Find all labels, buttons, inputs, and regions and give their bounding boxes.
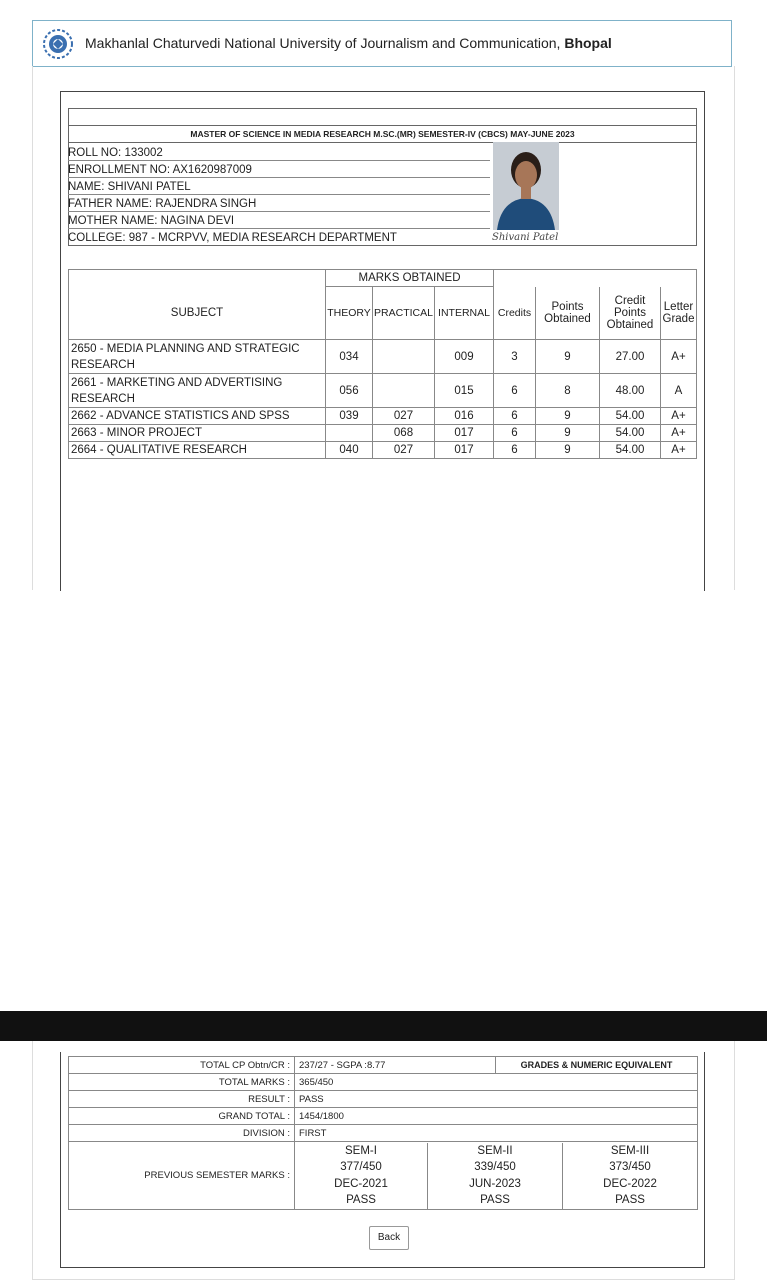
internal-cell: 015: [435, 374, 494, 408]
credits-cell: 6: [494, 442, 536, 459]
internal-cell: 017: [435, 425, 494, 442]
mother-name: MOTHER NAME: NAGINA DEVI: [68, 215, 235, 227]
subject-cell: 2663 - MINOR PROJECT: [69, 425, 326, 442]
roll-no-row: [68, 143, 490, 161]
practical-cell: 027: [373, 408, 435, 425]
previous-semesters-label: PREVIOUS SEMESTER MARKS :: [69, 1142, 295, 1210]
theory-cell: [326, 425, 373, 442]
semester-marks: 373/450: [609, 1161, 651, 1173]
father-name: FATHER NAME: RAJENDRA SINGH: [68, 198, 257, 210]
college-row: [68, 228, 490, 245]
enrollment-row: [68, 160, 490, 178]
total-cp-value: 237/27 - SGPA :8.77: [295, 1057, 496, 1074]
semester-name: SEM-III: [610, 1144, 650, 1157]
points-cell: 9: [536, 408, 600, 425]
credit-points-cell: 48.00: [600, 374, 661, 408]
division-label: DIVISION :: [69, 1125, 295, 1142]
col-grade-line2: Grade: [662, 312, 695, 325]
semester-session: DEC-2022: [603, 1177, 657, 1190]
theory-cell: 039: [326, 408, 373, 425]
semester-1: [295, 1143, 428, 1209]
roll-no: ROLL NO: 133002: [68, 147, 163, 159]
col-letter-grade: [661, 287, 697, 340]
theory-cell: 056: [326, 374, 373, 408]
total-marks-row: [69, 1074, 698, 1091]
col-points-line1: Points: [551, 300, 584, 313]
course-title: MASTER OF SCIENCE IN MEDIA RESEARCH M.SC.(MR) SEMESTER-IV (CBCS) MAY-JUNE 2023: [190, 129, 575, 139]
total-cp-row: [69, 1057, 698, 1074]
theory-cell: 034: [326, 340, 373, 374]
semester-name: SEM-I: [345, 1144, 377, 1157]
col-cp-line2: Points: [614, 306, 646, 319]
credit-points-cell: 27.00: [600, 340, 661, 374]
col-practical: PRACTICAL: [373, 287, 435, 340]
grand-total-value: 1454/1800: [295, 1108, 698, 1125]
grade-cell: A+: [661, 340, 697, 374]
result-label: RESULT :: [69, 1091, 295, 1108]
college: COLLEGE: 987 - MCRPVV, MEDIA RESEARCH DEPARTMENT: [68, 232, 397, 244]
grade-cell: A+: [661, 408, 697, 425]
internal-cell: 017: [435, 442, 494, 459]
credits-cell: 6: [494, 374, 536, 408]
table-row: [69, 442, 697, 459]
internal-cell: 009: [435, 340, 494, 374]
points-cell: 8: [536, 374, 600, 408]
total-marks-label: TOTAL MARKS :: [69, 1074, 295, 1091]
col-cp-line1: Credit: [614, 294, 646, 307]
summary-table: [68, 1056, 698, 1210]
col-credit-points: [600, 287, 661, 340]
previous-semesters-cell: [295, 1142, 698, 1210]
title-spacer-row: [68, 108, 697, 126]
course-title-row: [68, 125, 697, 143]
subject-cell: 2650 - MEDIA PLANNING AND STRATEGIC RESEARCH: [69, 340, 326, 374]
grade-cell: A+: [661, 425, 697, 442]
col-points: [536, 287, 600, 340]
semester-marks: 339/450: [474, 1161, 516, 1173]
semester-result: PASS: [346, 1194, 376, 1206]
points-cell: 9: [536, 425, 600, 442]
grade-cell: A: [661, 374, 697, 408]
credit-points-cell: 54.00: [600, 408, 661, 425]
table-row: [69, 374, 697, 408]
marks-obtained-header: MARKS OBTAINED: [326, 270, 494, 287]
col-points-line2: Obtained: [544, 312, 591, 325]
father-row: [68, 194, 490, 212]
grades-header: GRADES & NUMERIC EQUIVALENT: [496, 1057, 698, 1074]
division-value: FIRST: [295, 1125, 698, 1142]
enrollment-no: ENROLLMENT NO: AX1620987009: [68, 164, 252, 176]
table-row: [69, 408, 697, 425]
screenshot-separator-bar: [0, 1011, 767, 1041]
col-grade-line1: Letter: [663, 300, 694, 313]
theory-cell: 040: [326, 442, 373, 459]
credits-cell: 6: [494, 408, 536, 425]
semester-marks: 377/450: [340, 1161, 382, 1173]
semester-3: [563, 1143, 698, 1209]
university-name: Makhanlal Chaturvedi National University of Journalism and Communication, Bhopal: [85, 35, 612, 51]
total-marks-value: 365/450: [295, 1074, 698, 1091]
back-button[interactable]: Back: [369, 1226, 409, 1250]
division-row: [69, 1125, 698, 1142]
practical-cell: [373, 340, 435, 374]
semester-2: [428, 1143, 563, 1209]
semester-name: SEM-II: [477, 1144, 513, 1157]
marks-header-row: [69, 287, 697, 340]
university-logo: [42, 28, 74, 60]
total-cp-label: TOTAL CP Obtn/CR :: [69, 1057, 295, 1074]
result-row: [69, 1091, 698, 1108]
col-credits: Credits: [494, 287, 536, 340]
grand-total-label: GRAND TOTAL :: [69, 1108, 295, 1125]
practical-cell: 068: [373, 425, 435, 442]
signature: Shivani Patel: [492, 232, 559, 243]
credit-points-cell: 54.00: [600, 442, 661, 459]
table-row: [69, 425, 697, 442]
credits-cell: 6: [494, 425, 536, 442]
mother-row: [68, 211, 490, 229]
grand-total-row: [69, 1108, 698, 1125]
table-row: [69, 340, 697, 374]
semester-session: JUN-2023: [469, 1177, 521, 1190]
practical-cell: 027: [373, 442, 435, 459]
marks-group-header-row: [69, 270, 697, 287]
col-subject: SUBJECT: [69, 287, 326, 340]
credit-points-cell: 54.00: [600, 425, 661, 442]
practical-cell: [373, 374, 435, 408]
grade-cell: A+: [661, 442, 697, 459]
student-name: NAME: SHIVANI PATEL: [68, 181, 191, 193]
col-theory: THEORY: [326, 287, 373, 340]
name-row: [68, 177, 490, 195]
semesters-table: [295, 1143, 697, 1209]
semester-result: PASS: [615, 1194, 645, 1206]
subject-cell: 2664 - QUALITATIVE RESEARCH: [69, 442, 326, 459]
semester-result: PASS: [480, 1194, 510, 1206]
previous-semesters-row: [69, 1142, 698, 1210]
semester-session: DEC-2021: [334, 1177, 388, 1190]
col-internal: INTERNAL: [435, 287, 494, 340]
university-header: [32, 20, 732, 67]
internal-cell: 016: [435, 408, 494, 425]
result-value: PASS: [295, 1091, 698, 1108]
points-cell: 9: [536, 340, 600, 374]
student-photo: [493, 142, 559, 230]
subject-cell: 2661 - MARKETING AND ADVERTISING RESEARCH: [69, 374, 326, 408]
points-cell: 9: [536, 442, 600, 459]
subject-cell: 2662 - ADVANCE STATISTICS AND SPSS: [69, 408, 326, 425]
col-cp-line3: Obtained: [606, 318, 654, 331]
credits-cell: 3: [494, 340, 536, 374]
marks-table: [68, 269, 697, 459]
